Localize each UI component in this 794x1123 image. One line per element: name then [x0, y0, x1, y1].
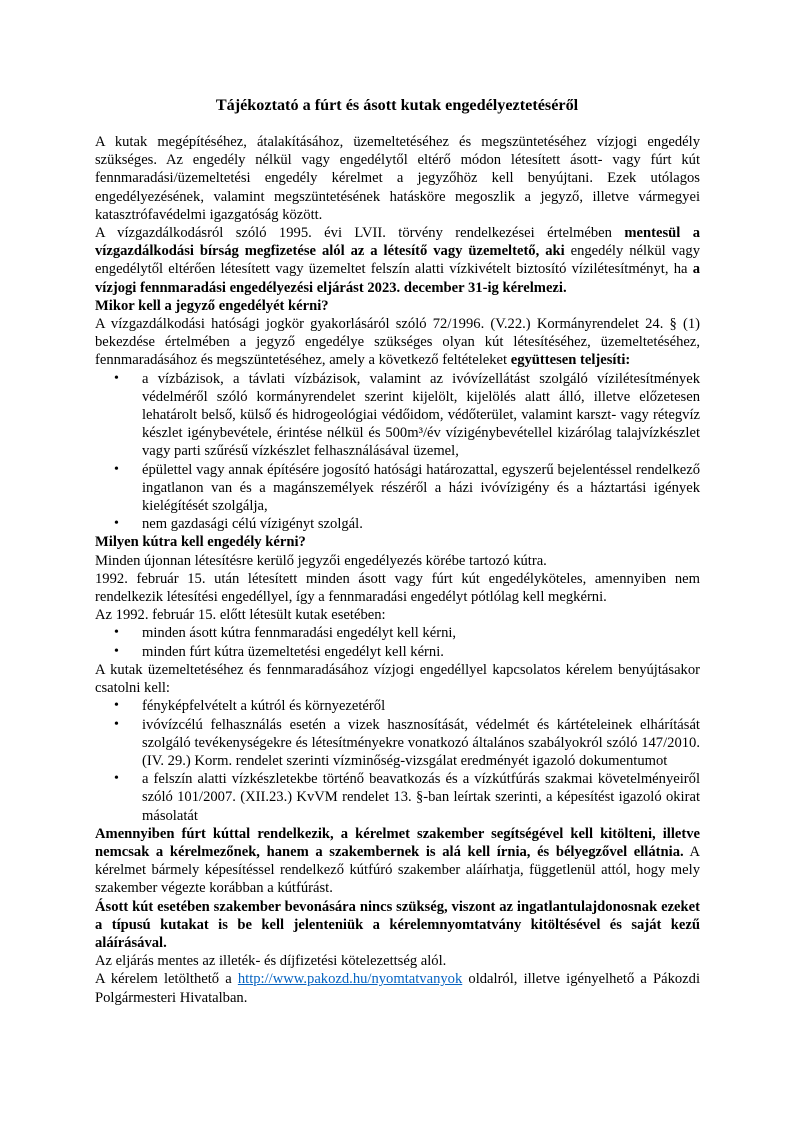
law-bold-2: a vízjogi fennmaradási engedélyezési eljárást 2023. december 31-ig kérelmezi. — [95, 261, 700, 296]
heading-when: Mikor kell a jegyző engedélyét kérni? — [95, 297, 329, 314]
intro-paragraph: A kutak megépítéséhez, átalakításához, üzemeltetéséhez és megszüntetéséhez vízjogi engedély szükséges. Az engedély nélkül vagy engedélytől eltérő módon létesített ásott- vagy fúrt kút fennmaradási/üzemeltetési engedély kérelmet a jegyzőhöz kell benyújtani. Ezek utólagos engedélyezésének, valamint megszüntetésének hatásköre megoszlik a jegyző, illetve vármegyei katasztrófavédelmi igazgatóság között. — [95, 134, 700, 223]
list-item: • ivóvízcélú felhasználás esetén a vizek hasznosítását, védelmét és kártételeinek elhárítását szolgáló tevékenységekre és létesítményekre vonatkozó általános szabályokról szóló 147/2010. (IV. 29.) Korm. rendelet szerinti vízminőség-vizsgálat eredményét igazoló dokumentumot — [142, 716, 700, 771]
download-post: oldalról, illetve igényelhető a Pákozdi Polgármesteri Hivatalban. — [95, 971, 700, 1006]
document-body — [95, 133, 700, 1007]
attachments-intro: A kutak üzemeltetéséhez és fennmaradásához vízjogi engedéllyel kapcsolatos kérelem benyújtásakor csatolni kell: — [95, 661, 700, 697]
list-item: • nem gazdasági célú vízigényt szolgál. — [142, 515, 700, 533]
when-bold: együttesen teljesíti: — [510, 352, 631, 369]
download-pre: A kérelem letölthető a — [95, 971, 238, 988]
which-paragraph-2: 1992. február 15. után létesített minden ásott vagy fúrt kút engedélyköteles, amennyiben nem rendelkezik létesítési engedéllyel, így a fennmaradási engedélyt pótlólag kell megkérni. — [95, 570, 700, 606]
law-bold-1: mentesül a vízgazdálkodási bírság megfizetése alól az a létesítő vagy üzemeltető, aki — [95, 225, 701, 260]
law-1995-paragraph — [95, 224, 700, 297]
drilled-bold: Amennyiben fúrt kúttal rendelkezik, a kérelmet szakember segítségével kell kitölteni, illetve nemcsak a kérelmezőnek, hanem a szakembernek is alá kell írnia, és bélyegzővel ellátnia. — [95, 825, 700, 860]
law-text-1: A vízgazdálkodásról szóló 1995. évi LVII. törvény rendelkezései értelmében — [95, 225, 625, 242]
dug-well-paragraph — [95, 898, 700, 953]
forms-link[interactable]: http://www.pakozd.hu/nyomtatvanyok — [237, 971, 463, 988]
drilled-well-paragraph — [95, 825, 700, 898]
before-1992-list — [95, 624, 700, 660]
which-paragraph-1: Minden újonnan létesítésre kerülő jegyzői engedélyezés körébe tartozó kútra. — [95, 552, 547, 569]
download-paragraph — [95, 970, 700, 1006]
attachments-list — [95, 697, 700, 824]
when-paragraph — [95, 315, 700, 370]
list-item: • a felszín alatti vízkészletekbe történő beavatkozás és a vízkútfúrás szakmai követelményeiről szóló 101/2007. (XII.23.) KvVM rendelet 13. §-ban leírtak szerinti, a képesítést igazoló okirat másolatát — [142, 770, 700, 825]
fee-paragraph: Az eljárás mentes az illeték- és díjfizetési kötelezettség alól. — [95, 953, 447, 970]
list-item: • a vízbázisok, a távlati vízbázisok, valamint az ivóvízellátást szolgáló vízilétesítmények védelméről szóló kormányrendelet szerint kijelölt, kijelölés alatt álló, illetve előzetesen lehatárolt belső, külső és hidrogeológiai védőidom, védőterület, valamint karszt- vagy rétegvíz készlet igénybevétele, érintése nélkül és 500m³/év vízigénybevétellel kizárólag talajvízkészlet vagy parti szűrésű vízkészlet felhasználásával üzemel, — [142, 370, 700, 461]
drilled-text: A kérelmet bármely képesítéssel rendelkező kútfúró szakember aláírhatja, függetlenül attól, hogy mely szakember végezte korábban a kútfúrást. — [95, 843, 700, 897]
list-item: • fényképfelvételt a kútról és környezetéről — [142, 697, 700, 715]
page-title: Tájékoztató a fúrt és ásott kutak engedélyeztetéséről — [215, 96, 579, 114]
law-text-2: engedély nélkül vagy engedélytől eltérően létesített vagy üzemeltet felszín alatti vízkivételt biztosító vízilétesítményt, ha — [95, 243, 701, 278]
when-text: A vízgazdálkodási hatósági jogkör gyakorlásáról szóló 72/1996. (V.22.) Kormányrendelet 24. § (1) bekezdése értelmében a jegyző engedélye szükséges olyan kút létesítéséhez, üzemeltetéséhez, fennmaradásához és megszüntetéséhez, amely a következő feltételeket — [95, 316, 700, 369]
dug-bold: Ásott kút esetében szakember bevonására nincs szükség, viszont az ingatlantulajdonosnak ezeket a típusú kutakat is be kell jelenteniük a kérelemnyomtatvány kitöltésével és saját kezű aláírásával. — [95, 898, 700, 951]
which-paragraph-3: Az 1992. február 15. előtt létesült kutak esetében: — [95, 607, 386, 624]
list-item: • minden fúrt kútra üzemeltetési engedélyt kell kérni. — [142, 643, 700, 661]
conditions-list — [95, 370, 700, 534]
list-item: • minden ásott kútra fennmaradási engedélyt kell kérni, — [142, 624, 700, 642]
list-item: • épülettel vagy annak építésére jogosító hatósági határozattal, egyszerű bejelentéssel rendelkező ingatlanon van és a magánszemélyek részéről a házi ivóvízigény és a háztartási igények kielégítését szolgálja, — [142, 461, 700, 516]
heading-which: Milyen kútra kell engedély kérni? — [95, 534, 306, 551]
